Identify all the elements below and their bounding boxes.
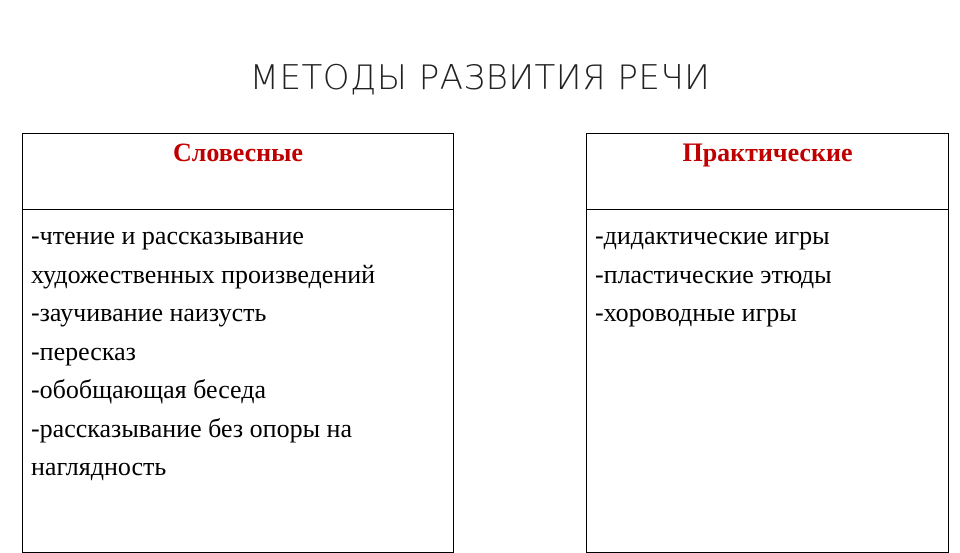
list-item: -хороводные игры: [595, 298, 797, 327]
list-item: -рассказывание без опоры на наглядность: [31, 413, 352, 481]
list-item: -чтение и рассказывание художественных произведений: [31, 221, 376, 289]
verbal-methods-column: [22, 133, 454, 553]
list-item: -пересказ: [31, 336, 136, 366]
list-item: -обобщающая беседа: [31, 375, 267, 404]
practical-methods-header: Практические: [587, 134, 948, 210]
list-item: -дидактические игры: [595, 221, 830, 250]
verbal-methods-list: [23, 210, 453, 487]
list-item: -пластические этюды: [595, 259, 832, 289]
slide-title: МЕТОДЫ РАЗВИТИЯ РЕЧИ: [249, 58, 711, 98]
verbal-methods-header: Словесные: [23, 134, 453, 210]
list-item: -заучивание наизусть: [31, 298, 267, 327]
practical-methods-list: [587, 210, 948, 333]
practical-methods-column: [586, 133, 949, 553]
